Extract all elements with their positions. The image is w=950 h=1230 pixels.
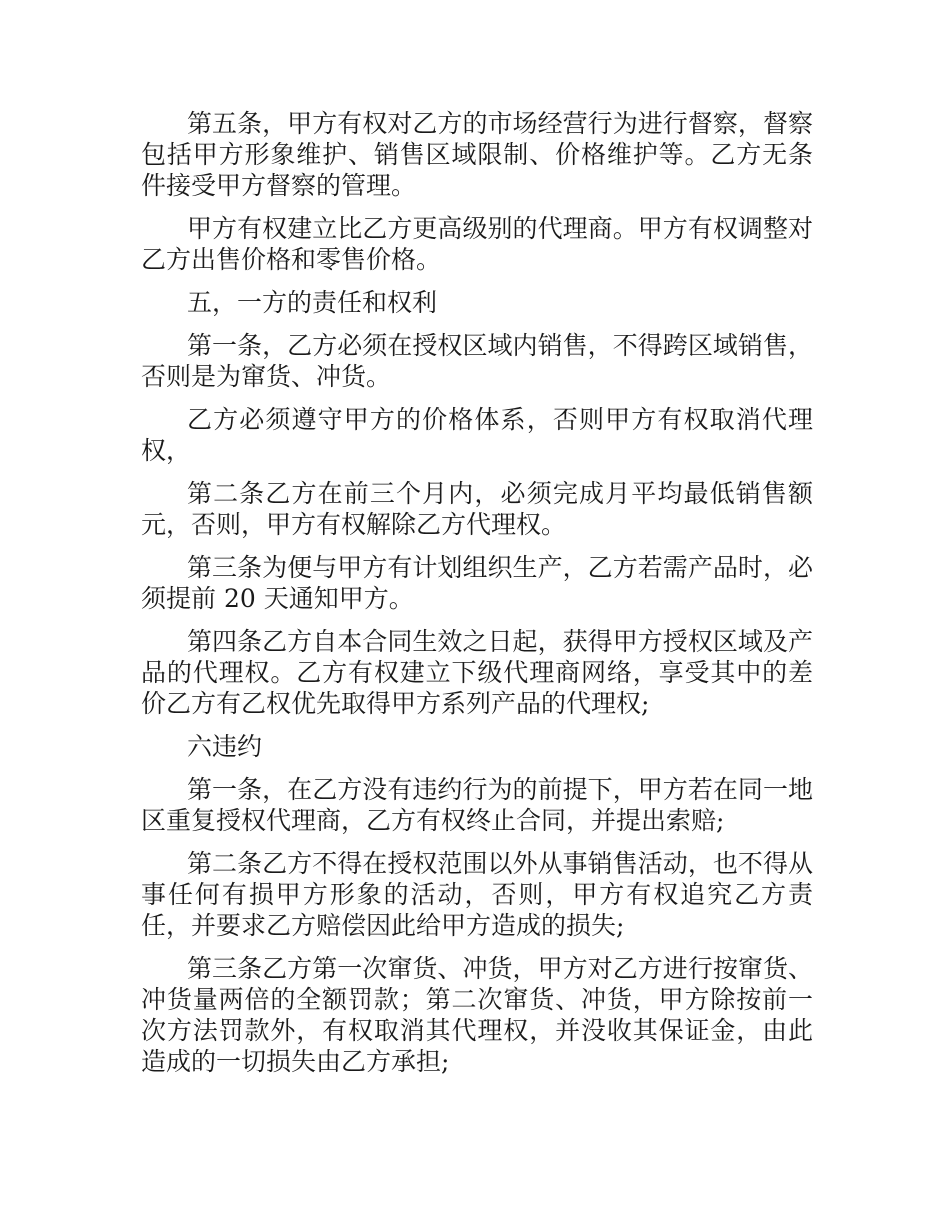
paragraph-article-3-notice: 第三条为便与甲方有计划组织生产，乙方若需产品时，必须提前 20 天通知甲方。 [141,553,813,613]
section-heading-breach: 六违约 [187,732,263,761]
paragraph-article-1-region: 第一条，乙方必须在授权区域内销售，不得跨区域销售，否则是为窜货、冲货。 [141,331,813,391]
document-page [141,108,813,1089]
paragraph-article-2-sales: 第二条乙方在前三个月内，必须完成月平均最低销售额元，否则，甲方有权解除乙方代理权。 [141,479,813,539]
paragraph-article-4-agency: 第四条乙方自本合同生效之日起，获得甲方授权区域及产品的代理权。乙方有权建立下级代理商网络，享受其中的差价乙方有乙权优先取得甲方系列产品的代理权; [141,627,813,718]
paragraph-article-5-supervision: 第五条，甲方有权对乙方的市场经营行为进行督察，督察包括甲方形象维护、销售区域限制、价格维护等。乙方无条件接受甲方督察的管理。 [141,109,813,200]
paragraph-breach-article-2: 第二条乙方不得在授权范围以外从事销售活动，也不得从事任何有损甲方形象的活动，否则，甲方有权追究乙方责任，并要求乙方赔偿因此给甲方造成的损失; [141,849,813,940]
paragraph-price-system: 乙方必须遵守甲方的价格体系，否则甲方有权取消代理权， [141,405,813,465]
paragraph-breach-article-3: 第三条乙方第一次窜货、冲货，甲方对乙方进行按窜货、冲货量两倍的全额罚款；第二次窜货、冲货，甲方除按前一次方法罚款外，有权取消其代理权，并没收其保证金，由此造成的一切损失由乙方承担; [141,954,813,1076]
section-heading-responsibilities: 五，一方的责任和权利 [187,288,438,317]
paragraph-breach-article-1: 第一条，在乙方没有违约行为的前提下，甲方若在同一地区重复授权代理商，乙方有权终止合同，并提出索赔; [141,775,813,835]
paragraph-higher-agent: 甲方有权建立比乙方更高级别的代理商。甲方有权调整对乙方出售价格和零售价格。 [141,214,813,274]
